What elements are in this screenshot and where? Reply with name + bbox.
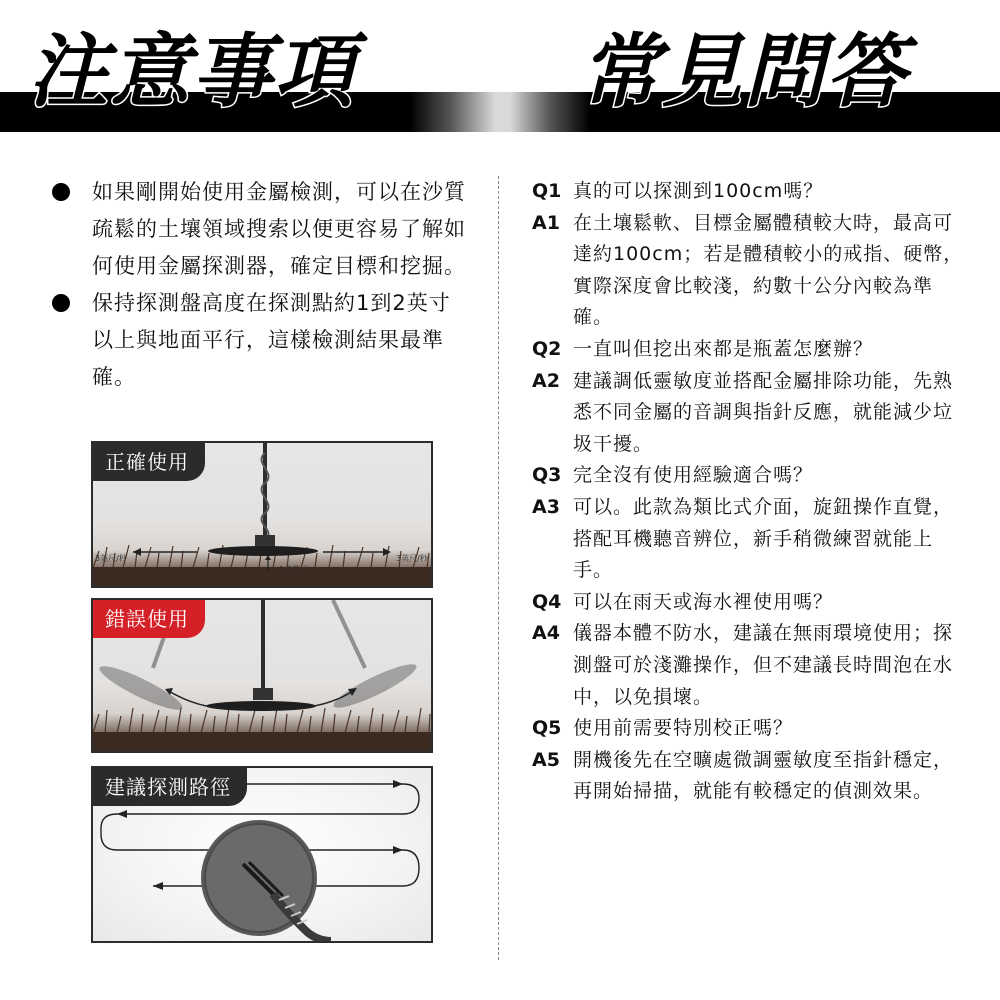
sweep-speed-left-label: 3英尺/秒 — [95, 554, 127, 563]
wrong-usage-image — [91, 598, 433, 753]
question-text: 完全沒有使用經驗適合嗎？ — [573, 464, 814, 487]
faq-answer — [532, 208, 972, 334]
correct-usage-image — [91, 441, 433, 588]
answer-number: A4 — [532, 622, 560, 645]
note-item — [52, 174, 472, 285]
answer-text: 開機後先在空曠處微調靈敏度至指針穩定，再開始掃描，就能有較穩定的偵測效果。 — [573, 748, 954, 803]
bullet-icon — [52, 294, 70, 312]
sweep-speed-right-label: 3英尺/秒 — [396, 554, 428, 563]
question-number: Q5 — [532, 717, 562, 740]
wrong-usage-tag: 錯誤使用 — [93, 600, 205, 638]
answer-text: 建議調低靈敏度並搭配金屬排除功能，先熟悉不同金屬的音調與指針反應，就能減少垃圾干擾。 — [573, 369, 954, 455]
question-number: Q3 — [532, 464, 562, 487]
bullet-icon — [52, 183, 70, 201]
faq-answer — [532, 745, 972, 808]
note-text: 如果剛開始使用金屬檢測，可以在沙質疏鬆的土壤領域搜索以便更容易了解如何使用金屬探測器，確定目標和挖掘。 — [92, 180, 466, 278]
answer-number: A3 — [532, 495, 560, 518]
question-text: 一直叫但挖出來都是瓶蓋怎麼辦？ — [573, 337, 874, 360]
correct-usage-tag: 正確使用 — [93, 443, 205, 481]
question-text: 可以在雨天或海水裡使用嗎？ — [573, 590, 834, 613]
answer-number: A2 — [532, 369, 560, 392]
coil-height-label: 1-2英寸 — [279, 565, 309, 574]
answer-text: 在土壤鬆軟、目標金屬體積較大時，最高可達約100cm；若是體積較小的戒指、硬幣，實際深度會比較淺，約數十公分內較為準確。 — [573, 211, 964, 329]
question-number: Q4 — [532, 590, 562, 613]
note-item — [52, 285, 472, 396]
suggested-path-tag: 建議探測路徑 — [93, 768, 247, 806]
notes-section-title: 注意事項 — [28, 25, 356, 118]
faq-question — [532, 460, 972, 492]
faq-question — [532, 334, 972, 366]
faq-answer — [532, 366, 972, 461]
answer-text: 可以。此款為類比式介面，旋鈕操作直覺，搭配耳機聽音辨位，新手稍微練習就能上手。 — [573, 495, 954, 582]
faq-question — [532, 176, 972, 208]
faq-question — [532, 587, 972, 619]
question-text: 使用前需要特別校正嗎？ — [573, 717, 794, 740]
faq-section-title: 常見問答 — [580, 25, 908, 118]
column-divider — [498, 176, 499, 960]
question-number: Q1 — [532, 180, 562, 202]
note-text: 保持探測盤高度在探測點約1到2英寸以上與地面平行，這樣檢測結果最準確。 — [92, 291, 451, 389]
answer-number: A5 — [532, 748, 560, 771]
answer-number: A1 — [532, 211, 560, 234]
question-number: Q2 — [532, 337, 562, 360]
faq-answer — [532, 618, 972, 713]
suggested-path-image — [91, 766, 433, 943]
notes-list — [52, 174, 472, 396]
question-text: 真的可以探測到100cm嗎？ — [573, 180, 824, 202]
faq-answer — [532, 492, 972, 587]
faq-question — [532, 713, 972, 745]
answer-text: 儀器本體不防水，建議在無雨環境使用；探測盤可於淺灘操作，但不建議長時間泡在水中，以免損壞。 — [573, 622, 954, 708]
faq-list — [532, 176, 972, 808]
